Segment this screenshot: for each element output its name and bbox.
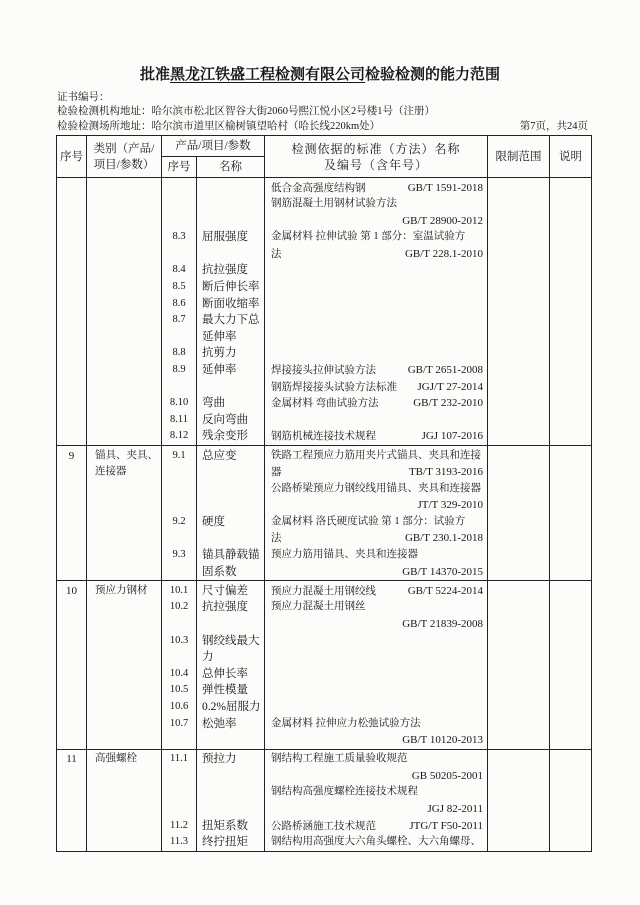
standard-line — [265, 196, 487, 213]
item-number — [162, 616, 196, 633]
header-seq — [57, 136, 87, 178]
item-name: 反向弯曲 — [202, 413, 248, 426]
standard-code: JGJ 82-2011 — [427, 802, 483, 815]
standard-name: 钢结构工程施工质量验收规范 — [271, 753, 408, 765]
item-name: 总应变 — [202, 449, 237, 462]
standard-cell — [265, 446, 488, 580]
header-standard-line: 检测依据的标准（方法）名称 — [291, 141, 461, 156]
standard-name: 金属材料 弯曲试验方法 — [271, 398, 379, 410]
table-header — [57, 136, 592, 178]
item-number — [162, 379, 196, 396]
title-suffix: 检验检测的能力范围 — [365, 67, 501, 83]
standard-line — [265, 497, 487, 514]
item-name — [197, 180, 264, 197]
item-number: 10.4 — [169, 667, 189, 679]
table-section — [57, 446, 592, 581]
site-address-value: 哈尔滨市道里区榆树镇望哈村（哈长线220km处） — [151, 121, 381, 132]
header-limit-range-label: 限制范围 — [495, 150, 542, 163]
standard-code: GB/T 5224-2014 — [407, 584, 483, 597]
standard-name: 钢筋焊接接头试验方法标准 — [271, 381, 397, 393]
standard-line — [265, 801, 487, 818]
item-number: 11.3 — [170, 836, 188, 848]
standard-code: GB/T 28900-2012 — [402, 214, 483, 227]
header-category-line: 项目/参数） — [93, 158, 155, 171]
item-name: 终拧扭矩 — [202, 836, 248, 849]
standard-line — [265, 564, 487, 581]
standard-line — [265, 262, 487, 279]
standard-name: 公路桥梁预应力钢绞线用锚具、夹具和连接器 — [271, 482, 481, 494]
standard-line — [265, 530, 487, 547]
section-category-line: 连接器 — [95, 466, 127, 478]
item-number — [162, 649, 196, 666]
item-number: 11.2 — [170, 819, 188, 831]
item-number: 8.4 — [172, 264, 186, 276]
standard-name: 金属材料 拉伸应力松弛试验方法 — [271, 717, 421, 729]
item-name: 抗剪力 — [202, 347, 237, 360]
standard-code: TB/T 3193-2016 — [408, 466, 483, 479]
header-item-name — [197, 157, 265, 178]
standard-line — [265, 464, 487, 481]
item-number — [162, 801, 196, 818]
standard-name: 公路桥涵施工技术规范 — [271, 820, 376, 832]
item-number-cell — [162, 446, 197, 580]
item-name: 残余变形 — [202, 430, 248, 443]
standard-line — [265, 784, 487, 801]
header-category — [87, 136, 162, 178]
standard-line — [265, 682, 487, 699]
standard-name: 铁路工程预应力筋用夹片式锚具、夹具和连接 — [271, 449, 481, 461]
header-item-number-label: 序号 — [167, 161, 191, 173]
section-category-line: 预应力钢材 — [95, 584, 148, 596]
item-number: 9.1 — [172, 449, 186, 461]
item-number: 9.3 — [172, 549, 186, 561]
item-name: 松弛率 — [202, 717, 237, 730]
section-number-cell — [57, 178, 87, 445]
item-number: 10.3 — [169, 634, 189, 646]
header-item-name-label: 名称 — [219, 161, 242, 173]
standard-name: 预应力混凝土用钢绞线 — [271, 585, 376, 597]
standard-line — [265, 412, 487, 429]
item-number — [162, 784, 196, 801]
item-name-cell — [197, 446, 265, 580]
standard-name: 预应力混凝土用钢丝 — [271, 601, 366, 613]
standard-line — [265, 732, 487, 749]
standard-name: 钢筋机械连接技术规程 — [271, 431, 376, 443]
item-number: 10.2 — [169, 601, 189, 613]
header-product-group — [162, 136, 265, 157]
item-number: 10.6 — [169, 700, 189, 712]
standard-code: JGJ/T 27-2014 — [417, 380, 483, 393]
item-name: 屈服强度 — [202, 231, 248, 244]
standard-line — [265, 599, 487, 616]
item-number: 8.5 — [172, 281, 186, 293]
item-number: 8.10 — [169, 397, 189, 409]
standard-name: 钢结构高强度螺栓连接技术规程 — [271, 786, 418, 798]
section-category-cell — [87, 750, 162, 851]
standard-line — [265, 312, 487, 329]
section-category-line: 高强螺栓 — [95, 753, 137, 765]
standard-line — [265, 229, 487, 246]
item-number: 8.11 — [170, 413, 188, 425]
item-number-cell — [162, 178, 197, 445]
item-name: 总伸长率 — [202, 667, 248, 680]
site-address-label: 检验检测场所地址： — [57, 121, 152, 132]
item-name — [197, 196, 264, 213]
item-name-cell — [197, 750, 265, 851]
item-name: 最大力下总 — [202, 314, 260, 327]
standard-code: JTG/T F50-2011 — [409, 819, 483, 832]
standard-line — [265, 213, 487, 230]
standard-name: 预应力筋用锚具、夹具和连接器 — [271, 549, 418, 561]
standard-line — [265, 379, 487, 396]
standard-line — [265, 514, 487, 531]
item-number — [162, 464, 196, 481]
item-name-cell — [197, 178, 265, 445]
item-name — [197, 784, 264, 801]
item-name: 弹性模量 — [202, 684, 248, 697]
standard-line — [265, 481, 487, 498]
item-name — [197, 379, 264, 396]
standard-code: GB/T 14370-2015 — [402, 565, 483, 578]
item-number — [162, 530, 196, 547]
item-number — [162, 481, 196, 498]
table-section — [57, 750, 592, 852]
standard-line — [265, 716, 487, 733]
standard-line — [265, 649, 487, 666]
item-name — [197, 768, 264, 785]
item-number — [162, 180, 196, 197]
table-section — [57, 178, 592, 446]
item-number — [162, 732, 196, 749]
standard-line — [265, 180, 487, 197]
remark-cell — [550, 750, 592, 851]
item-number: 8.8 — [172, 347, 186, 359]
header-item-number — [162, 157, 197, 178]
item-number: 9.2 — [172, 515, 186, 527]
standard-code: GB/T 1591-2018 — [407, 181, 483, 194]
section-number: 10 — [66, 584, 77, 597]
standard-line — [265, 751, 487, 768]
standard-code: GB/T 230.1-2018 — [404, 532, 483, 545]
item-name: 延伸率 — [202, 364, 237, 377]
standard-name: 低合金高强度结构钢 — [271, 182, 366, 194]
item-number: 8.7 — [172, 314, 186, 326]
standard-name: 金属材料 拉伸试验 第 1 部分：室温试验方 — [271, 231, 466, 243]
standard-line — [265, 616, 487, 633]
item-name — [197, 213, 264, 230]
item-name: 预拉力 — [202, 753, 237, 766]
standard-name: 法 — [271, 248, 282, 260]
standard-code: GB 50205-2001 — [411, 769, 483, 782]
standard-line — [265, 345, 487, 362]
item-number — [162, 329, 196, 346]
standard-line — [265, 428, 487, 445]
item-name: 硬度 — [202, 515, 225, 528]
item-name: 断面收缩率 — [202, 297, 260, 310]
standard-line — [265, 818, 487, 835]
standard-cell — [265, 750, 488, 851]
standard-line — [265, 633, 487, 650]
section-category-cell — [87, 178, 162, 445]
organization-address-value: 哈尔滨市松北区智谷大街2060号熙江悦小区2号楼1号（注册） — [151, 106, 435, 117]
standard-line — [265, 296, 487, 313]
item-name — [197, 464, 264, 481]
standard-name: 金属材料 洛氏硬度试验 第 1 部分：试验方 — [271, 515, 466, 527]
standard-code: JT/T 329-2010 — [417, 499, 483, 512]
header-category-line: 类别（产品/ — [93, 142, 155, 155]
section-number-cell — [57, 581, 87, 748]
item-name — [197, 481, 264, 498]
standard-line — [265, 547, 487, 564]
capability-scope-table — [56, 135, 592, 852]
item-number — [162, 196, 196, 213]
section-category-cell — [87, 581, 162, 748]
limit-range-cell — [488, 446, 550, 580]
standard-line — [265, 279, 487, 296]
limit-range-cell — [488, 581, 550, 748]
limit-range-cell — [488, 178, 550, 445]
item-number: 10.5 — [169, 684, 189, 696]
item-number: 10.7 — [169, 717, 189, 729]
standard-code: GB/T 232-2010 — [413, 397, 483, 410]
standard-line — [265, 448, 487, 465]
table-body — [57, 178, 592, 852]
standard-name: 器 — [271, 467, 282, 479]
section-category-line: 锚具、夹具、 — [95, 449, 158, 461]
item-name: 延伸率 — [202, 330, 237, 343]
table-section — [57, 581, 592, 749]
item-name: 尺寸偏差 — [202, 584, 248, 597]
item-name: 0.2%屈服力 — [202, 700, 261, 713]
standard-name: 钢筋混凝土用钢材试验方法 — [271, 198, 397, 210]
section-number-cell — [57, 446, 87, 580]
header-remark-label: 说明 — [559, 150, 582, 163]
item-name — [197, 616, 264, 633]
item-name-cell — [197, 581, 265, 748]
organization-address-label: 检验检测机构地址： — [57, 106, 152, 117]
site-address — [57, 120, 380, 134]
item-number-cell — [162, 750, 197, 851]
standard-code: GB/T 10120-2013 — [402, 734, 483, 747]
section-number: 9 — [68, 449, 75, 462]
standard-line — [265, 768, 487, 785]
header-standard-line: 及编号（含年号） — [323, 157, 428, 172]
item-name: 扭矩系数 — [202, 819, 248, 832]
item-number — [162, 564, 196, 581]
item-name: 固系数 — [202, 565, 237, 578]
standard-cell — [265, 178, 488, 445]
remark-cell — [550, 446, 592, 580]
item-name — [197, 801, 264, 818]
header-standard — [265, 136, 488, 178]
header-seq-label: 序号 — [60, 150, 83, 163]
header-limit-range — [488, 136, 550, 178]
remark-cell — [550, 178, 592, 445]
item-name: 锚具静载锚 — [202, 549, 260, 562]
item-name: 力 — [202, 651, 214, 664]
item-number — [162, 768, 196, 785]
item-name: 抗拉强度 — [202, 601, 248, 614]
item-number: 8.12 — [169, 430, 189, 442]
standard-name: 法 — [271, 533, 282, 545]
standard-line — [265, 583, 487, 600]
item-name: 抗拉强度 — [202, 264, 248, 277]
item-number: 10.1 — [169, 584, 189, 596]
standard-code: GB/T 2651-2008 — [407, 364, 483, 377]
item-number: 11.1 — [170, 753, 188, 765]
item-name: 钢绞线最大 — [202, 634, 260, 647]
section-number: 11 — [66, 753, 77, 766]
item-number-cell — [162, 581, 197, 748]
standard-code: GB/T 21839-2008 — [402, 617, 483, 630]
page-indicator: 第7页，共24页 — [519, 121, 588, 132]
organization-address — [57, 105, 435, 119]
remark-cell — [550, 581, 592, 748]
item-number: 8.3 — [172, 231, 186, 243]
standard-name: 钢结构用高强度大六角头螺栓、大六角螺母、 — [271, 836, 481, 848]
standard-line — [265, 246, 487, 263]
item-number — [162, 497, 196, 514]
section-category-cell — [87, 446, 162, 580]
item-name — [197, 246, 264, 263]
standard-code: GB/T 228.1-2010 — [404, 247, 483, 260]
standard-code: JGJ 107-2016 — [421, 430, 483, 443]
item-number: 8.9 — [172, 364, 186, 376]
standard-cell — [265, 581, 488, 748]
standard-line — [265, 362, 487, 379]
standard-line — [265, 329, 487, 346]
item-name: 断后伸长率 — [202, 281, 260, 294]
standard-line — [265, 834, 487, 851]
item-name: 弯曲 — [202, 397, 225, 410]
page-title — [0, 65, 640, 85]
title-organization: 黑龙江铁盛工程检测有限公司 — [169, 67, 365, 83]
section-number-cell — [57, 750, 87, 851]
item-name — [197, 497, 264, 514]
standard-name: 焊接接头拉伸试验方法 — [271, 365, 376, 377]
item-name — [197, 530, 264, 547]
standard-line — [265, 699, 487, 716]
title-prefix: 批准 — [139, 67, 170, 83]
certificate-number-label: 证书编号： — [57, 92, 110, 103]
item-number — [162, 246, 196, 263]
header-product-group-label: 产品/项目/参数 — [175, 140, 251, 152]
limit-range-cell — [488, 750, 550, 851]
item-number: 8.6 — [172, 297, 186, 309]
standard-line — [265, 395, 487, 412]
item-name — [197, 732, 264, 749]
item-number — [162, 213, 196, 230]
standard-line — [265, 666, 487, 683]
header-remark — [550, 136, 592, 178]
